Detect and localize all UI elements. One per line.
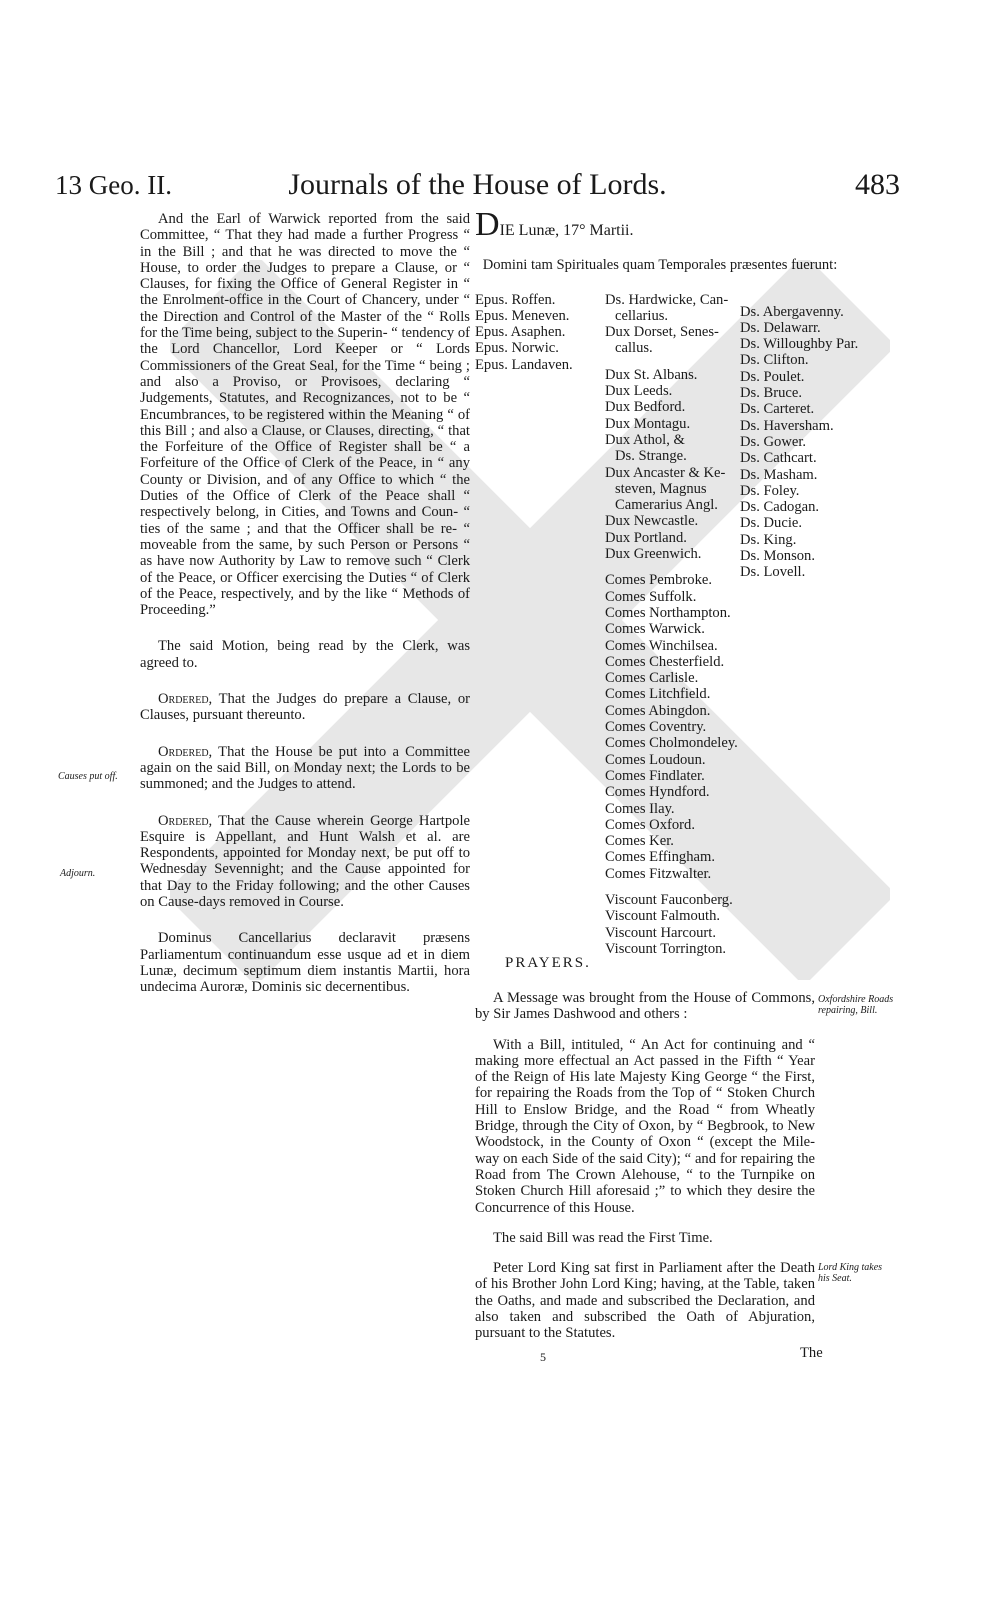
barons-list <box>740 303 859 581</box>
earl-entry: Comes Coventry. <box>605 719 707 736</box>
earl-entry: Comes Suffolk. <box>605 588 697 605</box>
baron-entry: Ds. Bruce. <box>740 385 803 402</box>
margin-note-adjourn: Adjourn. <box>60 868 96 879</box>
duke-entry: Ds. Hardwicke, Can- <box>605 291 729 308</box>
duke-entry: callus. <box>615 340 653 357</box>
dukes-earls-list <box>605 291 738 958</box>
earl-entry: Comes Fitzwalter. <box>605 865 712 882</box>
duke-entry: Dux Montagu. <box>605 415 691 432</box>
earl-entry: Comes Oxford. <box>605 816 695 833</box>
baron-entry: Ds. Gower. <box>740 433 807 450</box>
running-title: Journals of the House of Lords. <box>288 168 667 201</box>
adjournment: Dominus Cancellarius declaravit præsens Parliamentum continuandum esse usque ad et in diem Lunæ, decimum septimum diem instantis Martii, hora undecima Auroræ, Dominis sic decernentibus. <box>140 930 470 996</box>
duke-entry: Dux Greenwich. <box>605 546 702 563</box>
baron-entry: Ds. Cathcart. <box>740 450 817 467</box>
baron-entry: Ds. Abergavenny. <box>740 303 844 320</box>
duke-entry: Dux Portland. <box>605 529 687 546</box>
ordered-label: Ordered, <box>158 691 213 708</box>
earl-entry: Comes Effingham. <box>605 849 715 866</box>
baron-entry: Ds. Monson. <box>740 548 816 565</box>
right-column <box>475 206 859 992</box>
lord-king-seat: Peter Lord King sat first in Parliament after the Death of his Brother John Lord King; having, at the Table, taken the Oaths, and made and subscribed the Declaration, and also taken and subscribed the Oath of Abjuration, pursuant to the Statutes. <box>475 1260 815 1342</box>
earl-entry: Comes Findlater. <box>605 767 705 784</box>
date-text: IE Lunæ, 17° Martii. <box>499 222 634 239</box>
baron-entry: Ds. King. <box>740 531 797 548</box>
page-number: 483 <box>855 168 900 201</box>
baron-entry: Ds. Foley. <box>740 482 800 499</box>
earl-entry: Comes Loudoun. <box>605 751 706 768</box>
roads-bill: With a Bill, intituled, “ An Act for continuing and “ making more effectual an Act passed in the Fifth “ Year of the Reign of His late Majesty King George “ the First, for repairing the Roads from the Top of “ Stoken Church Hill to Enslow Bridge, and the Road “ from Wheatly Bridge, through the City of Oxon, by “ Begbrook, to New Woodstock, in the County of Oxon “ (except the Mile-way on each Side of the said City); “ and for repairing the Road from The Crown Alehouse, “ to the Turnpike on Stoken Church Hill aforesaid ;” to which they desire the Concurrence of this House. <box>475 1036 815 1216</box>
baron-entry: Ds. Haversham. <box>740 417 834 434</box>
bishops-list <box>475 292 595 373</box>
earl-entry: Comes Warwick. <box>605 621 705 638</box>
baron-entry: Ds. Carteret. <box>740 401 815 418</box>
duke-entry: Camerarius Angl. <box>615 497 718 514</box>
duke-entry: Dux Leeds. <box>605 383 673 400</box>
duke-entry: steven, Magnus <box>615 480 707 497</box>
order-committee-text: That the House be put into a Committee again on the said Bill, on Monday next; the Lords to be summoned; and the Judges to attend. <box>140 743 470 793</box>
date-heading <box>475 206 845 243</box>
ordered-label: Ordered, <box>158 812 213 829</box>
order-causes <box>140 813 470 911</box>
drop-cap: D <box>475 206 500 243</box>
duke-entry: cellarius. <box>615 307 669 324</box>
earl-entry: Comes Pembroke. <box>605 572 713 589</box>
viscount-entry: Viscount Falmouth. <box>605 908 721 925</box>
left-column <box>140 211 470 1015</box>
earl-entry: Comes Northampton. <box>605 604 731 621</box>
baron-entry: Ds. Cadogan. <box>740 499 820 516</box>
regnal-year: 13 Geo. II. <box>55 170 172 200</box>
margin-note-oxford: Oxfordshire Roads repairing, Bill. <box>818 994 894 1016</box>
commons-message: A Message was brought from the House of Commons, by Sir James Dashwood and others : <box>475 990 815 1023</box>
earl-entry: Comes Cholmondeley. <box>605 735 738 752</box>
baron-entry: Ds. Willoughby Par. <box>740 336 859 353</box>
bishop-entry: Epus. Norwic. <box>475 340 559 357</box>
duke-entry: Ds. Strange. <box>615 448 687 465</box>
earl-entry: Comes Winchilsea. <box>605 637 718 654</box>
ordered-label: Ordered, <box>158 743 213 760</box>
order-causes-text: That the Cause wherein George Hartpole Esquire is Appellant, and Hunt Walsh et al. are Respondents, appointed for Monday next, be put off to Wednesday Sevennight; and the Cause appointed for that Day to the Friday following; and the other Causes on Cause-days removed in Course. <box>140 812 470 910</box>
duke-entry: Dux St. Albans. <box>605 366 698 383</box>
earl-entry: Comes Carlisle. <box>605 670 699 687</box>
duke-entry: Dux Ancaster & Ke- <box>605 464 726 481</box>
bishop-entry: Epus. Asaphen. <box>475 324 566 341</box>
motion-agreed: The said Motion, being read by the Clerk, was agreed to. <box>140 638 470 671</box>
baron-entry: Ds. Clifton. <box>740 352 809 369</box>
viscount-entry: Viscount Torrington. <box>605 940 727 957</box>
bishop-entry: Epus. Landaven. <box>475 356 573 373</box>
margin-note-king: Lord King takes his Seat. <box>818 1262 883 1284</box>
earl-entry: Comes Abingdon. <box>605 702 711 719</box>
bill-first-reading: The said Bill was read the First Time. <box>493 1229 713 1246</box>
baron-entry: Ds. Poulet. <box>740 368 805 385</box>
earl-entry: Comes Ilay. <box>605 800 675 817</box>
duke-entry: Dux Newcastle. <box>605 513 699 530</box>
signature-mark: 5 <box>540 1350 546 1364</box>
duke-entry: Dux Athol, & <box>605 431 685 448</box>
baron-entry: Ds. Delawarr. <box>740 319 821 336</box>
earl-entry: Comes Chesterfield. <box>605 653 725 670</box>
attendance-lists <box>475 291 859 992</box>
page-header <box>55 170 900 208</box>
earl-entry: Comes Ker. <box>605 833 674 850</box>
bishop-entry: Epus. Roffen. <box>475 291 556 308</box>
right-body <box>475 990 815 1356</box>
margin-note-causes: Causes put off. <box>58 771 118 782</box>
bishop-entry: Epus. Meneven. <box>475 307 570 324</box>
catchword: The <box>800 1345 823 1361</box>
prayers-heading: PRAYERS. <box>505 955 591 971</box>
duke-entry: Dux Bedford. <box>605 399 686 416</box>
baron-entry: Ds. Ducie. <box>740 515 803 532</box>
viscount-entry: Viscount Harcourt. <box>605 924 716 941</box>
order-judges-text: That the Judges do prepare a Clause, or Clauses, pursuant thereunto. <box>140 691 470 724</box>
baron-entry: Ds. Masham. <box>740 466 818 483</box>
order-committee <box>140 744 470 793</box>
warwick-report: And the Earl of Warwick reported from the said Committee, “ That they had made a further Progress “ in the Bill ; and that he was directed to move the “ House, to order the Judges to prepare a Clause, or “ Clauses, for fixing the Office of General Register in “ the Enrolment-office in the Court of Chancery, under “ the Direction and Control of the Master of the “ Rolls for the Time being, subject to the Superin- “ tendency of the Lord Chancellor, Lord Keeper or “ Lords Commissioners of the Great Seal, for the Time “ being ; and also a Proviso, or Provisoes, declaring “ Judgements, Statutes, and Recognizances, not to be “ Encumbrances, to be registered within the Meaning “ of this Bill ; and also a Clause, or Clauses, directing, “ that the Forfeiture of the Office of Register shall be “ a Forfeiture of the Office of Clerk of the Peace, in “ any County or Division, and of any Office to which “ the Duties of the Office of Clerk of the Peace shall “ respectively belong, in Cities, and Towns and Coun- “ ties of the same ; and that the Officer shall be re- “ moveable from the same, by such Person or Persons “ as have now Authority by Law to remove such “ Clerk of the Peace, or Officer exercising the Duties “ of Clerk of the Peace, respectively, and by the like “ Methods of Proceeding.” <box>140 211 470 619</box>
order-judges <box>140 691 470 724</box>
duke-entry: Dux Dorset, Senes- <box>605 324 719 341</box>
viscount-entry: Viscount Fauconberg. <box>605 891 733 908</box>
attendance-heading: Domini tam Spirituales quam Temporales præsentes fuerunt: <box>482 257 838 274</box>
earl-entry: Comes Hyndford. <box>605 784 710 801</box>
baron-entry: Ds. Lovell. <box>740 564 806 581</box>
earl-entry: Comes Litchfield. <box>605 686 711 703</box>
